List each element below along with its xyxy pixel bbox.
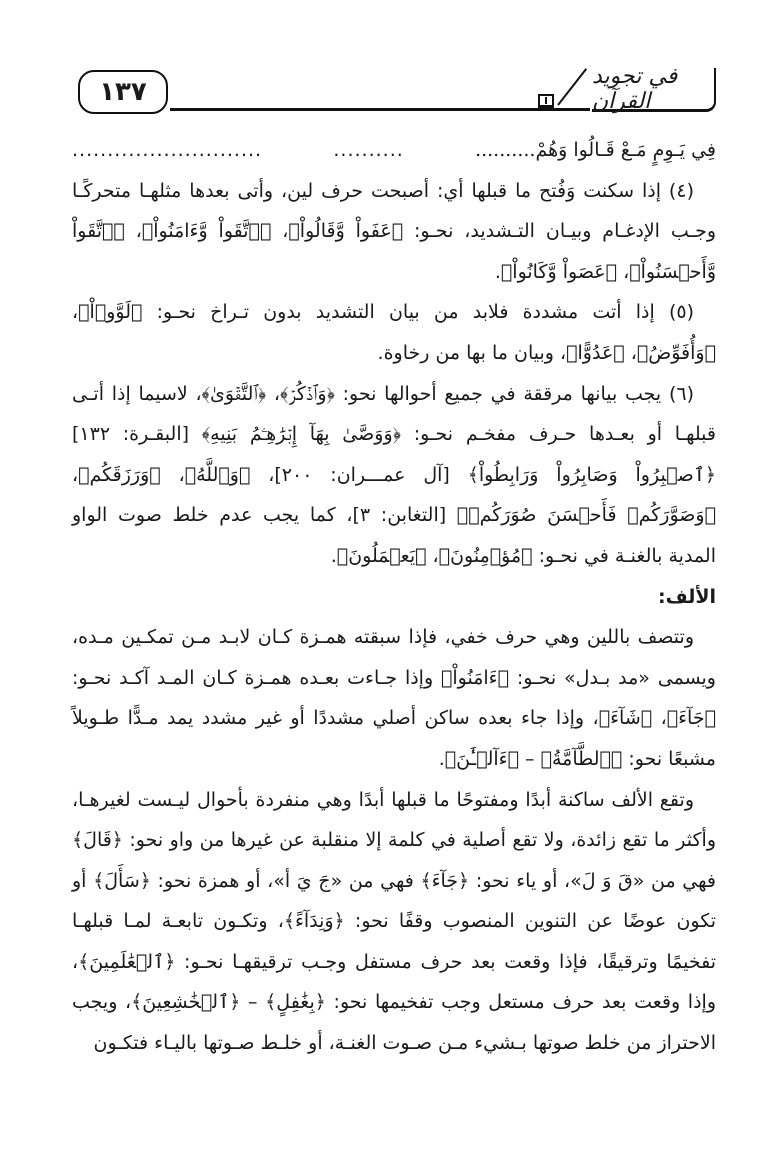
page-body bbox=[72, 130, 716, 1064]
header-rule bbox=[170, 108, 590, 111]
section-heading-alif: الألف: bbox=[657, 585, 716, 608]
paragraph-5: (٥) إذا أتت مشددة فلابد من بيان التشديد بدون تـراخ نحـو: ﴿لَوَّوۡاْ﴾، ﴿وَأُفَوِّضُ﴾، ﴿عَدُوًّا﴾، وبيان ما بها من رخاوة. bbox=[72, 301, 716, 364]
ellipsis-1: .......... bbox=[333, 139, 404, 161]
example-phrase: فِي يَـوِمٍ مَـعْ قَـالُوا وَهُمْ.......... bbox=[475, 139, 716, 161]
page-number: ١٣٧ bbox=[78, 70, 168, 114]
ellipsis-2: ........................... bbox=[72, 139, 263, 161]
page-header bbox=[70, 63, 716, 120]
paragraph-4: (٤) إذا سكنت وَفُتح ما قبلها أي: أصبحت حرف لين، وأتى بعدها مثلهـا متحركًـا وجـب الإدغـام وبيـان التـشديد، نحـو: ﴿عَفَواْ وَّقَالُواْ﴾، ﴿ٱتَّقَواْ وَّءَامَنُواْ﴾، ﴿ٱتَّقَواْ وَّأَحۡسَنُواْ﴾، ﴿عَصَواْ وَّكَانُواْ﴾. bbox=[72, 179, 716, 283]
paragraph-6: (٦) يجب بيانها مرققة في جميع أحوالها نحو: ﴿وَٱذۡكُرۡ﴾، ﴿ٱلتَّقۡوَىٰ﴾، لاسيما إذا أتـى قبلهـا أو بعـدها حـرف مفخـم نحـو: ﴿وَوَصَّىٰ بِهَآ إِبۡرَٰهِـۧمُ بَنِيهِ﴾ [البقـرة: ١٣٢] ﴿ٱصۡبِرُواْ وَصَابِرُواْ وَرَابِطُواْ﴾ [آل عمـــران: ٢٠٠]، ﴿وَٱللَّهُ﴾، ﴿وَرَزَقَكُم﴾، ﴿وَصَوَّرَكُمۡ فَأَحۡسَنَ صُوَرَكُمۡ﴾ [التغابن: ٣]، كما يجب عدم خلط صوت الواو المدية بالغنـة في نحـو: ﴿مُؤۡمِنُونَ﴾، ﴿يَعۡمَلُونَ﴾. bbox=[72, 382, 716, 567]
pen-icon bbox=[557, 68, 587, 105]
paragraph-alif-1: وتتصف باللين وهي حرف خفي، فإذا سبقته همـزة كـان لابـد مـن تمكـين مـده، ويسمى «مد بـدل» نحـو: ﴿ءَامَنُواْ﴾ وإذا جـاءت بعـده همـزة كـان المـد آكـد نحـو: ﴿جَآءَ﴾، ﴿شَآءَ﴾، وإذا جاء بعده ساكن أصلي مشددًا أو غير مشدد يمد مـدًّا طـويلاً مشبعًا نحو: ﴿ٱلطَّآمَّةُ﴾ – ﴿ءَآلۡـَٰٔنَ﴾. bbox=[72, 626, 716, 770]
book-title: في تجويد القرآن bbox=[592, 68, 716, 112]
paragraph-alif-2: وتقع الألف ساكنة أبدًا ومفتوحًا ما قبلها أبدًا وهي منفردة بأحوال ليـست لغيرهـا، وأكثر ما تقع زائدة، ولا تقع أصلية في كلمة إلا منقلبة عن غيرها من واو نحو: ﴿قَالَ﴾ فهي من «قَ وَ لَ»، أو ياء نحو: ﴿جَآءَ﴾ فهي من «جَ يَ أ»، أو همزة نحو: ﴿سَأَلَ﴾ أو تكون عوضًا عن التنوين المنصوب وقفًا نحو: ﴿وَنِدَآءً﴾، وتكـون تابعـة لمـا قبلهـا تفخيمًا وترقيقًا، فإذا وقعت بعد حرف مستفل وجـب ترقيقهـا نحـو: ﴿ٱلۡعَٰلَمِينَ﴾، وإذا وقعت بعد حرف مستعل وجب تفخيمها نحو: ﴿بِغَٰفِلٍ﴾ – ﴿ٱلۡخَٰشِعِينَ﴾، ويجب الاحتراز من خلط صوتها بـشيء مـن صـوت الغنـة، أو خلـط صـوتها باليـاء فتكـون bbox=[72, 788, 716, 1055]
example-line bbox=[72, 130, 716, 171]
book-icon bbox=[538, 94, 554, 108]
